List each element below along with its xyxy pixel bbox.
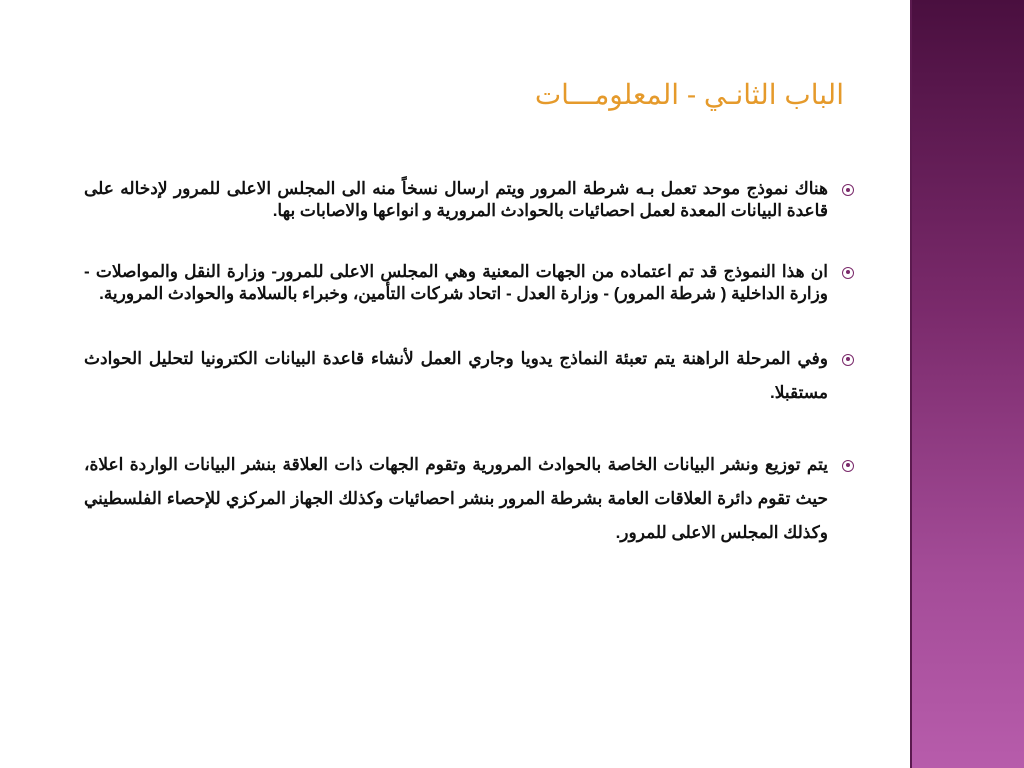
circle-dot-bullet-icon xyxy=(842,460,854,472)
bullet-item xyxy=(84,342,854,410)
bullet-item xyxy=(84,448,854,550)
bullet-text: وفي المرحلة الراهنة يتم تعبئة النماذج يدويا وجاري العمل لأنشاء قاعدة البيانات الكترونيا لتحليل الحوادث مستقبلا. xyxy=(84,348,828,402)
bullet-text: هناك نموذج موحد تعمل بـه شرطة المرور ويتم ارسال نسخاً منه الى المجلس الاعلى للمرور لإدخاله على قاعدة البيانات المعدة لعمل احصائيات بالحوادث المرورية و انواعها والاصابات بها. xyxy=(84,179,828,221)
bullet-text: يتم توزيع ونشر البيانات الخاصة بالحوادث المرورية وتقوم الجهات ذات العلاقة بنشر البيانات الواردة اعلاة، حيث تقوم دائرة العلاقات العامة بشرطة المرور بنشر احصائيات وكذلك الجهاز المركزي للإحصاء الفلسطيني وكذلك المجلس الاعلى للمرور. xyxy=(84,454,828,542)
circle-dot-bullet-icon xyxy=(842,354,854,366)
bullet-item xyxy=(84,178,854,223)
slide-title: الباب الثانـي - المعلومـــات xyxy=(534,79,844,110)
circle-dot-bullet-icon xyxy=(842,267,854,279)
bullet-list xyxy=(84,178,854,550)
side-band-edge xyxy=(910,0,912,768)
circle-dot-bullet-icon xyxy=(842,184,854,196)
bullet-text: ان هذا النموذج قد تم اعتماده من الجهات المعنية وهي المجلس الاعلى للمرور- وزارة النقل والمواصلات - وزارة الداخلية ( شرطة المرور) - وزارة العدل - اتحاد شركات التأمين، وخبراء بالسلامة والحوادث المرورية. xyxy=(84,261,828,304)
bullet-item xyxy=(84,261,854,306)
decorative-side-band xyxy=(912,0,1024,768)
